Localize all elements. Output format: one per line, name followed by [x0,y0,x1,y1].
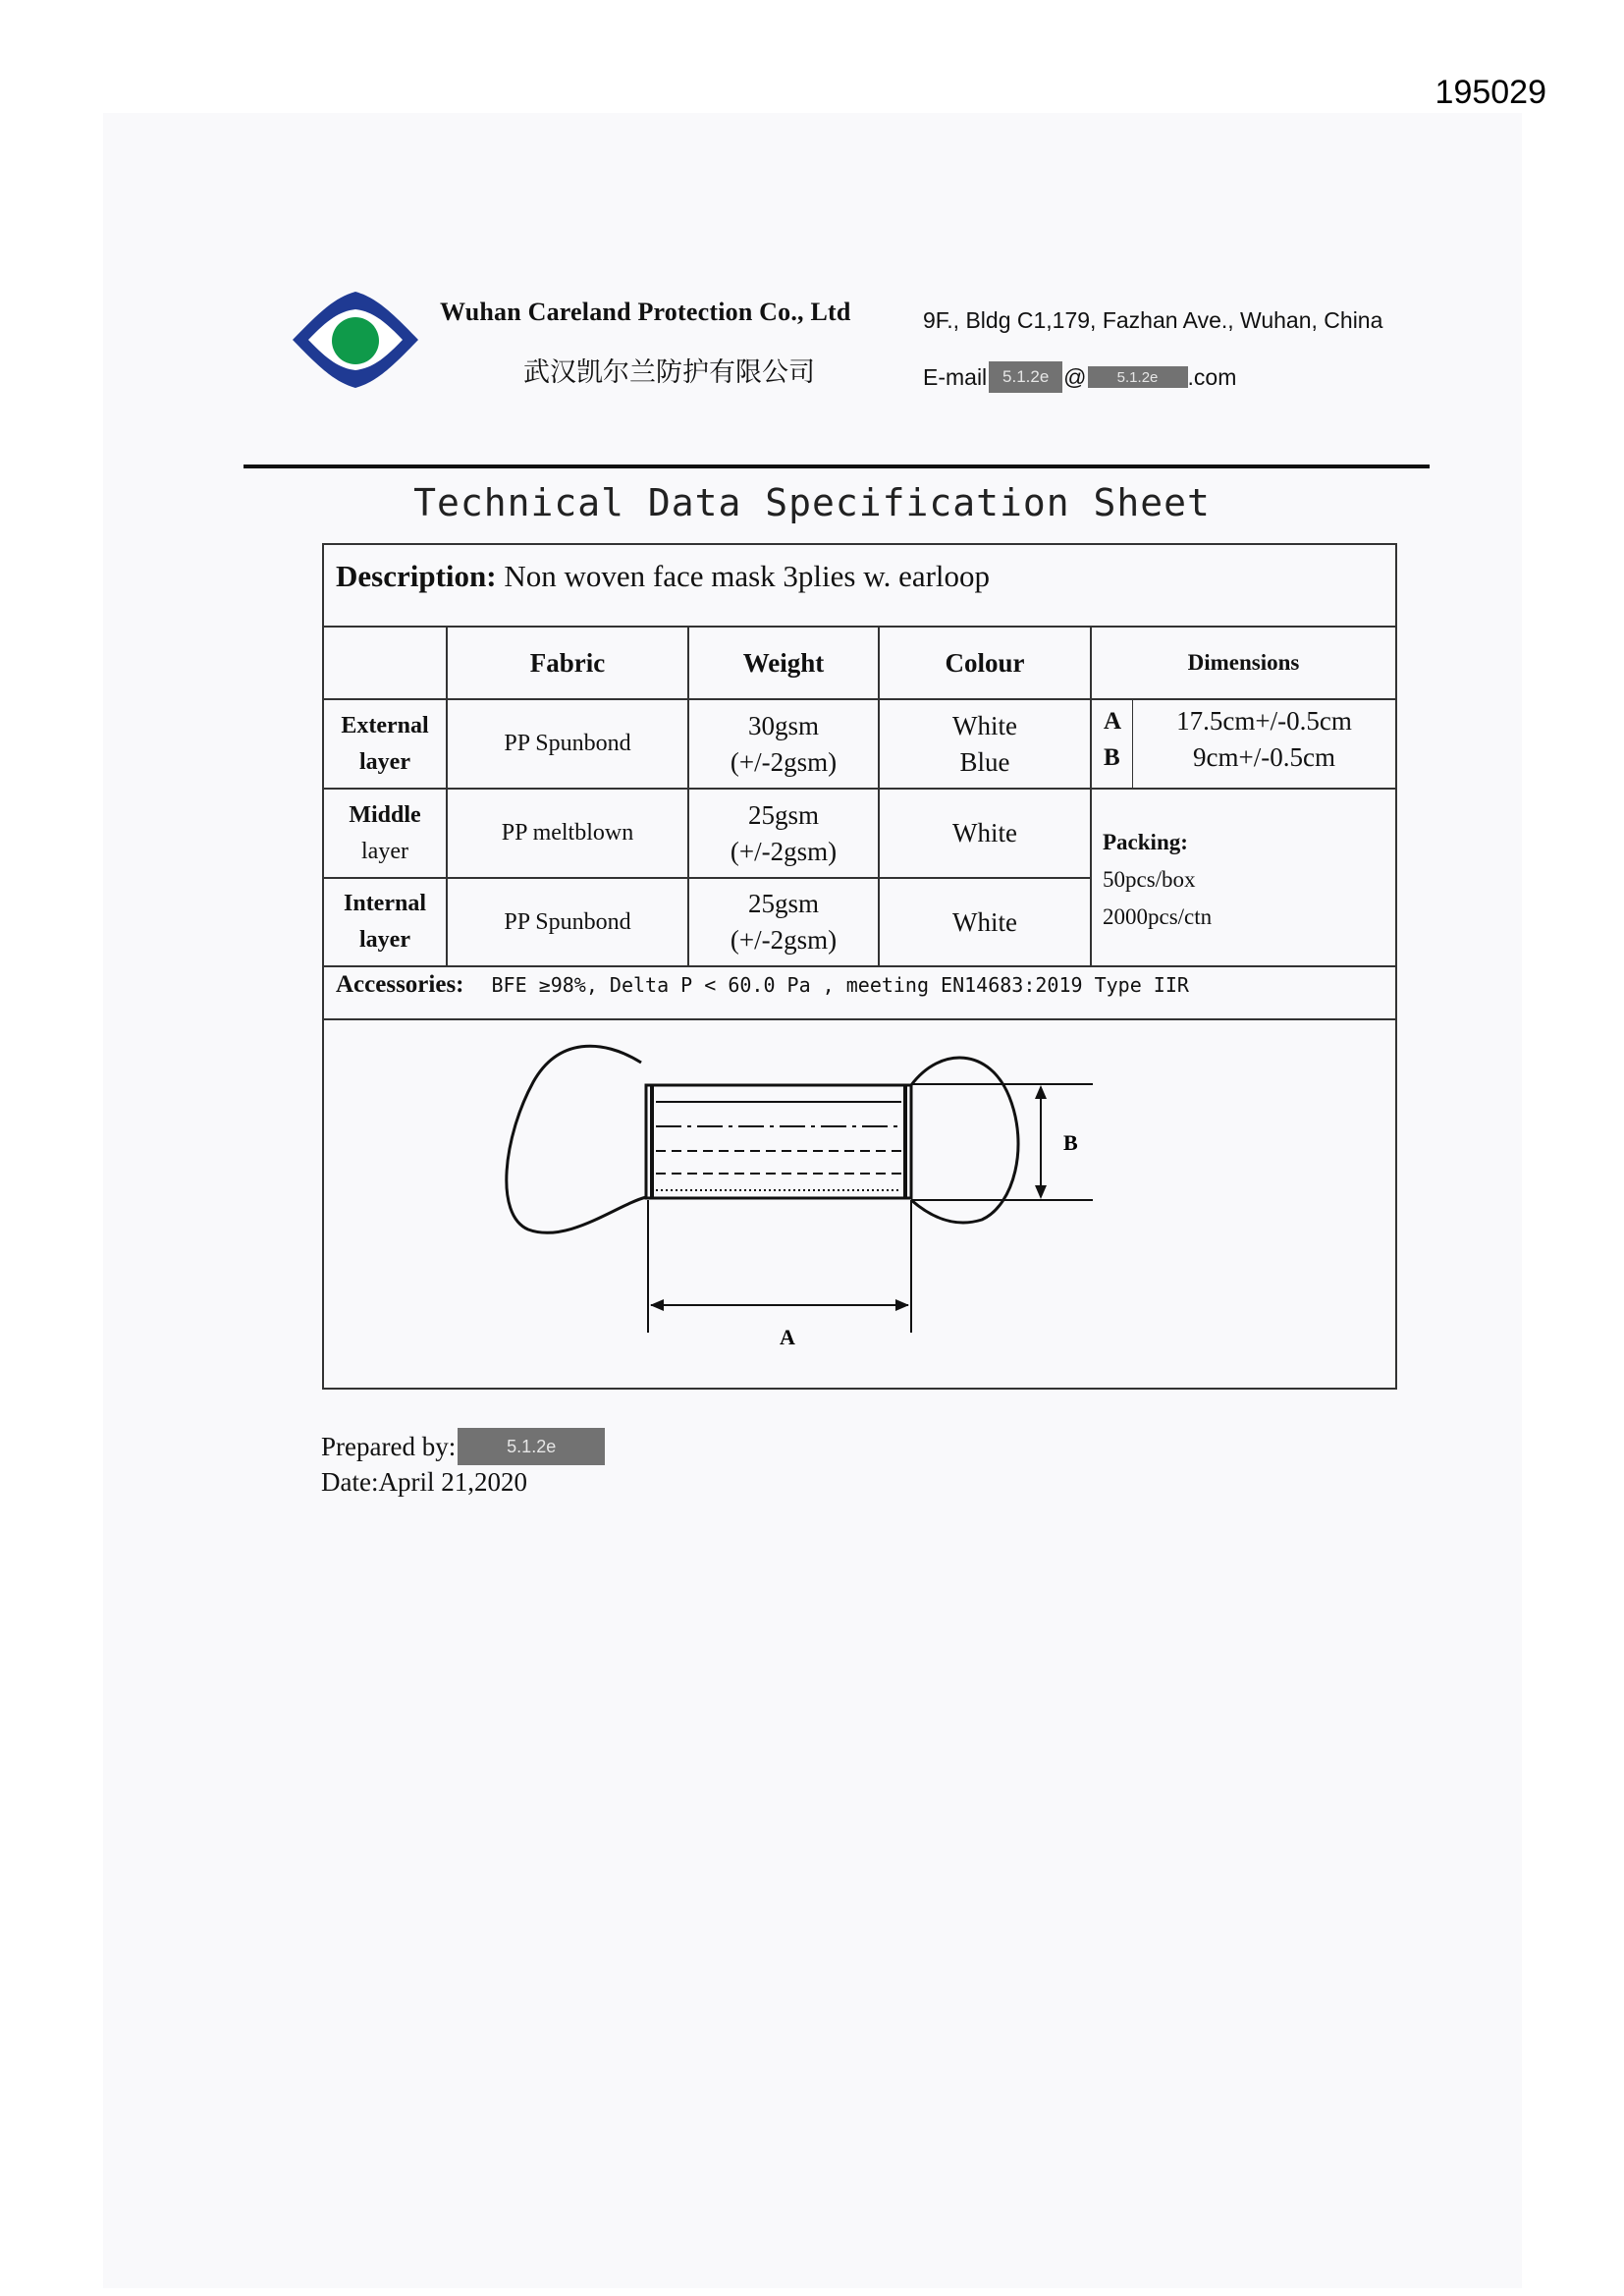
arrow-head [1035,1085,1047,1099]
right-ear-loop [911,1058,1018,1223]
colour-cell [880,700,1090,788]
row-label-line: layer [359,927,410,953]
colour-cell: White [952,818,1017,847]
colour-value: Blue [959,746,1010,777]
row-label-line: layer [361,838,408,864]
packing-line: 2000pcs/ctn [1103,904,1213,929]
description [336,559,990,594]
weight-tolerance: (+/-2gsm) [730,925,838,955]
company-email [923,361,1236,393]
dimension-b-label: B [1063,1130,1078,1155]
dimension-a-label: A [780,1325,795,1349]
arrow-head [895,1299,909,1311]
company-name-chinese: 武汉凯尔兰防护有限公司 [523,357,815,388]
weight-cell [689,879,878,965]
arrow-head [650,1299,664,1311]
prepared-by [321,1428,605,1465]
company-address: 9F., Bldg C1,179, Fazhan Ave., Wuhan, China [923,307,1383,333]
table-rule [322,965,1397,967]
mask-diagram [322,1018,1397,1390]
redaction-box: 5.1.2e [458,1428,605,1465]
email-prefix: E-mail [923,363,988,390]
accessories-value: BFE ≥98%, Delta P < 60.0 Pa , meeting EN14683:2019 Type IIR [491,973,1189,997]
row-label-external [324,700,446,788]
weight-tolerance: (+/-2gsm) [730,746,838,777]
row-label-line: layer [359,748,410,775]
column-header-fabric: Fabric [529,647,606,678]
weight-value: 25gsm [747,889,819,918]
fabric-cell: PP Spunbond [504,731,631,756]
arrow-head [1035,1185,1047,1199]
document-id: 195029 [1435,74,1546,111]
dimension-letter-b: B [1104,744,1120,771]
prepared-by-label: Prepared by: [321,1431,457,1461]
accessories [336,971,1189,999]
packing-line: 50pcs/box [1103,867,1196,892]
dimension-letter-a: A [1104,708,1122,735]
row-label-middle [324,790,446,877]
row-label-line: Middle [349,801,421,828]
spec-table [322,543,1397,1390]
company-logo [291,290,420,390]
left-ear-loop [507,1046,646,1232]
company-name-english: Wuhan Careland Protection Co., Ltd [440,298,851,326]
fabric-cell: PP Spunbond [504,908,631,935]
row-label-line: External [341,712,429,738]
dimension-value-a: 17.5cm+/-0.5cm [1176,706,1352,736]
description-value: Non woven face mask 3plies w. earloop [504,559,991,593]
weight-cell [689,700,878,788]
weight-tolerance: (+/-2gsm) [730,836,838,866]
row-label-line: Internal [344,891,426,916]
document-date: Date:April 21,2020 [321,1467,527,1497]
redaction-box: 5.1.2e [989,361,1062,393]
weight-value: 30gsm [747,710,819,740]
header-divider [244,465,1430,468]
column-header-colour: Colour [945,647,1025,678]
colour-value: White [952,710,1017,740]
email-suffix: .com [1187,363,1237,390]
description-label: Description: [336,559,497,593]
colour-cell: White [952,906,1017,937]
packing-info [1103,824,1212,936]
fabric-cell: PP meltblown [501,820,634,846]
dimension-value-b: 9cm+/-0.5cm [1193,742,1335,772]
column-header-weight: Weight [742,647,825,678]
weight-value: 25gsm [747,799,819,830]
weight-cell [689,790,878,877]
row-label-internal [324,879,446,965]
email-at: @ [1063,363,1087,390]
packing-label: Packing: [1103,830,1188,854]
accessories-label: Accessories: [336,971,464,998]
page-title: Technical Data Specification Sheet [413,481,1211,524]
redaction-box: 5.1.2e [1088,366,1188,388]
column-header-dimensions: Dimensions [1187,650,1300,675]
table-border [322,543,1397,545]
